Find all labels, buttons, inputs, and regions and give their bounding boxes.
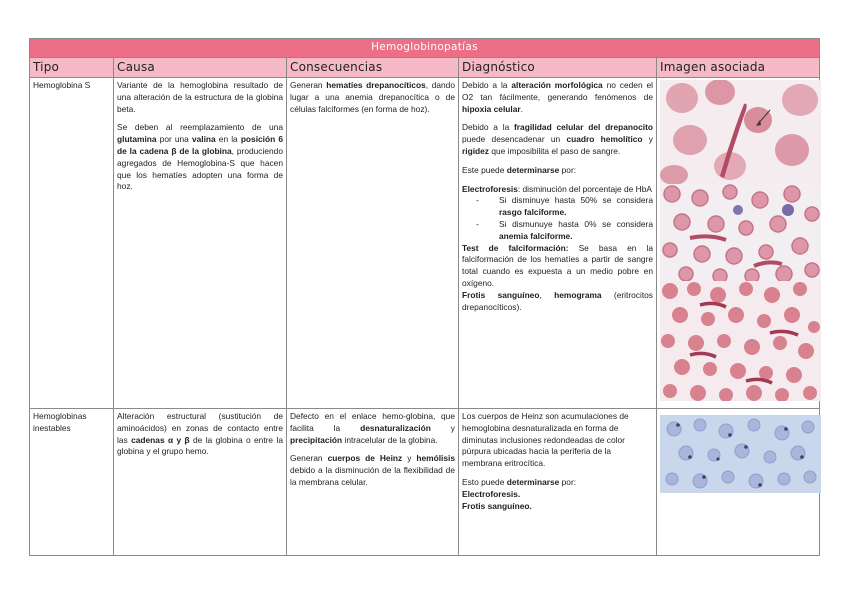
sickle-cell-micrograph-2: [660, 184, 821, 281]
bold-term: cuadro hemolítico: [566, 134, 643, 145]
list-item: - Si disminuye hasta 50% se considera rasgo falciforme.: [462, 195, 653, 219]
header-causa: Causa: [114, 58, 287, 78]
row2-diag-p3: Electroforesis.: [462, 488, 521, 499]
row2-cons-p1: Defecto en el enlace hemo-globina, que facilita la desnaturalización y precipitación intracelular de la globina.: [290, 411, 455, 445]
row1-tipo: Hemoglobina S: [30, 78, 114, 409]
bold-term: valina: [191, 134, 216, 145]
list-item: - Si dismunuye hasta 0% se considera anemia falciforme.: [462, 219, 653, 243]
bold-term: rigidez: [462, 145, 489, 156]
heinz-bodies-micrograph: [660, 415, 821, 493]
row1-diag-p1: Debido a la alteración morfológica no ceden el O2 tan fácilmente, generando fenómenos de hipoxia celular.: [462, 80, 653, 114]
bold-term: glutamina: [117, 134, 157, 145]
row1-consecuencias-p1: Generan hematíes drepanocíticos, dando lugar a una anemia drepanocítica o de células falciformes (en forma de hoz).: [290, 80, 455, 114]
bold-term: desnaturalización: [360, 422, 431, 433]
row1-diag-p3: Este puede determinarse por:: [462, 164, 577, 175]
bold-term: posición 6 de la cadena β de la globina: [117, 134, 283, 156]
bold-term: hipoxia celular: [462, 103, 521, 114]
header-imagen: Imagen asociada: [657, 58, 820, 78]
sickle-cell-micrograph-3: [660, 281, 821, 401]
row1-causa-p2: Se deben al reemplazamiento de una glutamina por una valina en la posición 6 de la cadena β de la globina, produciendo agregados de Hemoglobina-S que hacen que los hematíes adopten una forma de hoz.: [117, 122, 283, 192]
bold-term: anemia falciforme.: [499, 230, 573, 241]
bold-term: fragilidad celular del drepanocito: [514, 122, 653, 133]
row1-causa-p1: Variante de la hemoglobina resultado de una alteración de la estructura de la globina beta.: [117, 80, 283, 114]
bold-term: cuerpos de Heinz: [327, 453, 403, 464]
row2-tipo: Hemoglobinas inestables: [30, 409, 114, 556]
header-diagnostico: Diagnóstico: [459, 58, 657, 78]
row2-cons-p2: Generan cuerpos de Heinz y hemólisis debido a la disminución de la flexibilidad de la membrana celular.: [290, 453, 456, 487]
row2-diag-p2: Esto puede determinarse por:: [462, 476, 577, 487]
row2-diagnostico: [459, 409, 657, 556]
header-tipo: Tipo: [30, 58, 114, 78]
bold-term: hemólisis: [416, 453, 456, 464]
hemoglobinopathies-table: [29, 38, 820, 556]
row1-diag-p5: Test de falciformación: Se basa en la falciformación de los hematíes a partir de sangre total cuando es expuesta a un medio pobre en oxígeno.: [462, 242, 654, 288]
bold-term: determinarse: [506, 164, 560, 175]
bold-term: hematíes drepanocíticos: [326, 80, 426, 90]
row2-consecuencias: [287, 409, 459, 556]
row1-diag-p6: Frotis sanguíneo, hemograma (eritrocitos drepanocíticos).: [462, 289, 653, 312]
header-consecuencias: Consecuencias: [287, 58, 459, 78]
bold-term: hemograma: [554, 289, 602, 300]
bold-term: determinarse: [506, 476, 560, 487]
bold-term: Test de falciformación:: [462, 242, 569, 253]
bold-term: rasgo falciforme.: [499, 207, 567, 218]
row1-causa: [114, 78, 287, 409]
row1-diag-list: [462, 195, 653, 242]
sickle-cell-micrograph-1: [660, 80, 821, 184]
row2-causa: [114, 409, 287, 556]
row1-diag-p2: Debido a la fragilidad celular del drepanocito puede desencadenar un cuadro hemolítico y rigidez que imposibilita el paso de sangre.: [462, 122, 653, 156]
bold-term: Frotis sanguíneo: [462, 289, 540, 300]
row2-diag-p1: Los cuerpos de Heinz son acumulaciones de hemoglobina desnaturalizada en forma de diminutas inclusiones redondeadas de color púrpura ubicadas hacia la periferia de la membrana eritrocítica.: [462, 411, 629, 469]
row1-imagen: [657, 78, 820, 409]
bold-term: alteración morfológica: [511, 80, 603, 90]
row2-causa-p1: Alteración estructural (sustitución de aminoácidos) en zonas de contacto entre las cadenas α y β de la globina o entre la globina y el grupo hemo.: [117, 411, 283, 457]
row1-diag-p4: Electroforesis: disminución del porcentaje de HbA: [462, 183, 652, 194]
bold-term: cadenas α y β: [131, 434, 190, 445]
row1-diagnostico: [459, 78, 657, 409]
table-title: Hemoglobinopatías: [30, 39, 820, 58]
row2-diag-p4: Frotis sanguíneo.: [462, 500, 532, 511]
bold-term: Electroforesis: [462, 183, 518, 194]
table-row: [30, 78, 820, 409]
bold-term: precipitación: [290, 434, 343, 445]
row2-imagen: [657, 409, 820, 556]
row1-consecuencias: [287, 78, 459, 409]
table-row: [30, 409, 820, 556]
